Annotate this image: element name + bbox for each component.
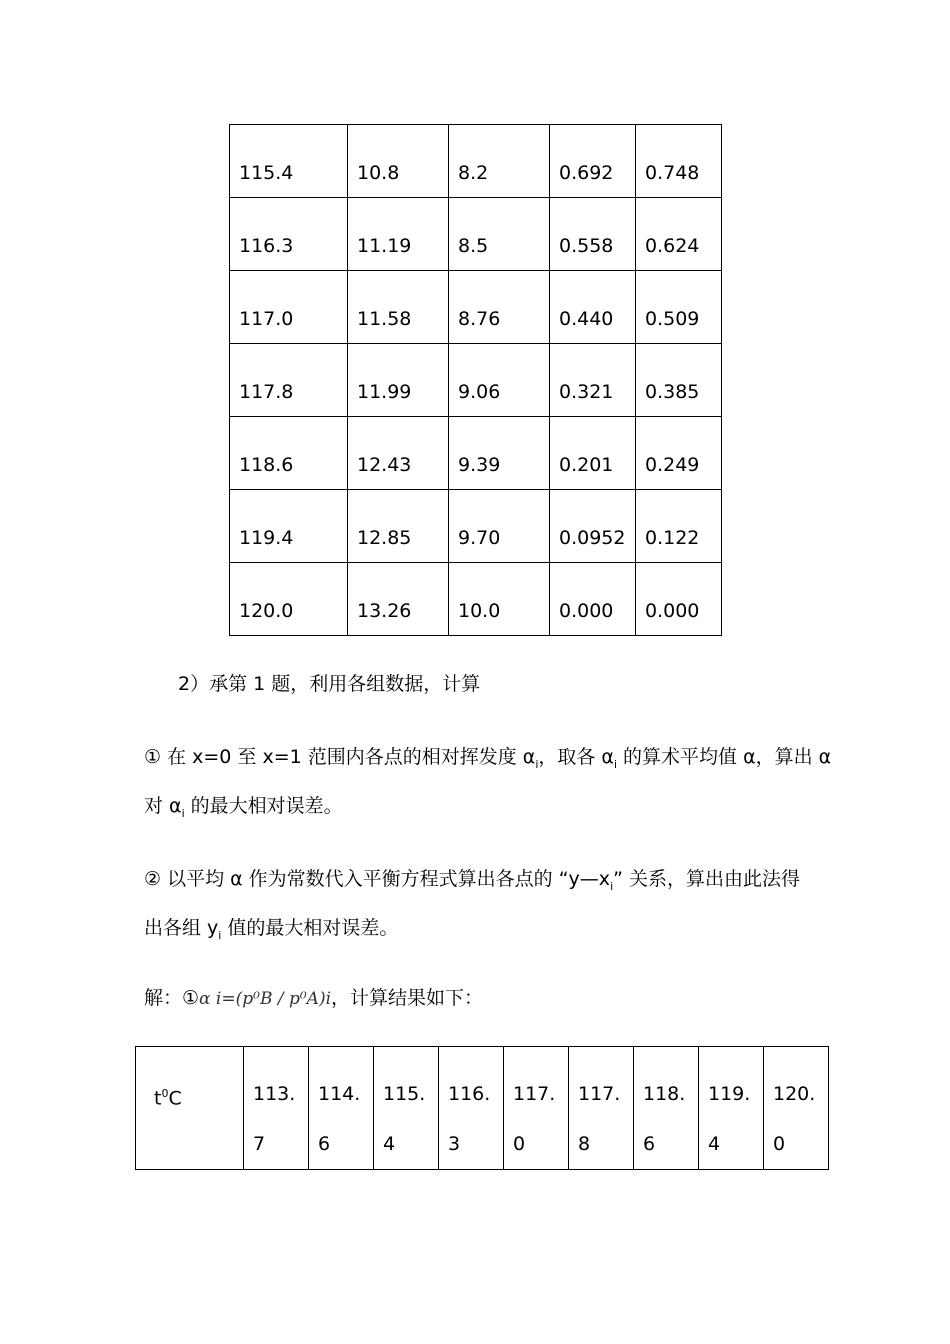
cell-value: 0.0952 [559,527,626,549]
table-cell [230,490,348,563]
cell-value: 0.509 [645,308,700,330]
cell-value: 11.58 [357,308,412,330]
item1-text-e: 的最大相对误差。 [184,795,343,817]
table-cell [636,344,722,417]
temperature-value: 120. 0 [773,1083,816,1155]
table-cell [550,198,636,271]
table-cell [230,417,348,490]
question-item-1-line-2 [144,791,343,829]
table-cell [550,271,636,344]
cell-value: 118.6 [239,454,294,476]
temperature-value: 113. 7 [253,1083,296,1155]
item1-text-c: 的算术平均值 α，算出 α [617,746,832,768]
temperature-cell [374,1047,439,1170]
cell-value: 12.43 [357,454,412,476]
table-row [230,198,722,271]
temperature-value: 115. 4 [383,1083,426,1155]
table-cell [348,490,449,563]
table-cell [449,271,550,344]
table-cell [348,563,449,636]
question-heading: 2）承第 1 题，利用各组数据，计算 [178,673,481,695]
temperature-value: 119. 4 [708,1083,751,1155]
cell-value: 9.70 [458,527,501,549]
temperature-value: 116. 3 [448,1083,491,1155]
cell-value: 0.201 [559,454,614,476]
table-cell [636,271,722,344]
cell-value: 117.8 [239,381,294,403]
cell-value: 0.000 [559,600,614,622]
solution-line [144,983,483,1014]
cell-value: 0.624 [645,235,700,257]
data-table-bottom [135,1046,829,1170]
cell-value: 0.122 [645,527,700,549]
table-header-cell [136,1047,244,1170]
table-row [230,271,722,344]
subscript-i: i [181,806,185,820]
item2-text-b: ” 关系，算出由此法得 [613,868,801,890]
cell-value: 9.39 [458,454,501,476]
table-cell [348,198,449,271]
data-table-top [229,124,722,636]
table-cell [550,490,636,563]
subscript-i: i [535,757,539,771]
temperature-cell [244,1047,309,1170]
cell-value: 0.558 [559,235,614,257]
table-cell [348,417,449,490]
cell-value: 10.0 [458,600,501,622]
table-cell [550,125,636,198]
solution-label: 解：① [144,987,200,1009]
table-cell [230,198,348,271]
temperature-cell [699,1047,764,1170]
table-cell [550,563,636,636]
table-row [230,344,722,417]
temperature-value: 117. 0 [513,1083,556,1155]
temperature-cell [309,1047,374,1170]
table-row [136,1047,829,1170]
table-cell [636,490,722,563]
table-cell [348,344,449,417]
table-cell [636,125,722,198]
table-cell [449,417,550,490]
table-cell [550,417,636,490]
temperature-cell [634,1047,699,1170]
subscript-i: i [610,879,614,893]
table-cell [449,198,550,271]
cell-value: 13.26 [357,600,412,622]
cell-value: 120.0 [239,600,294,622]
item1-text-a: ① 在 x=0 至 x=1 范围内各点的相对挥发度 α [144,746,536,768]
temperature-value: 118. 6 [643,1083,686,1155]
cell-value: 116.3 [239,235,294,257]
table-cell [230,344,348,417]
cell-value: 0.440 [559,308,614,330]
table-row [230,563,722,636]
table-row [230,417,722,490]
cell-value: 10.8 [357,162,400,184]
table-cell [449,490,550,563]
table-cell [636,563,722,636]
question-item-2-line-2 [144,913,398,951]
cell-value: 115.4 [239,162,294,184]
cell-value: 11.99 [357,381,412,403]
cell-value: 0.748 [645,162,700,184]
cell-value: 9.06 [458,381,501,403]
question-item-2-line-1 [144,864,800,902]
cell-value: 0.692 [559,162,614,184]
table-cell [550,344,636,417]
temperature-cell [569,1047,634,1170]
question-item-1-line-1 [144,742,831,780]
item1-text-b: ，取各 α [538,746,614,768]
cell-value: 117.0 [239,308,294,330]
table-cell [348,125,449,198]
item2-text-a: ② 以平均 α 作为常数代入平衡方程式算出各点的 “y—x [144,868,611,890]
temperature-cell [439,1047,504,1170]
temperature-cell [504,1047,569,1170]
subscript-i: i [613,757,618,771]
item2-text-d: 值的最大相对误差。 [221,917,399,939]
cell-value: 0.321 [559,381,614,403]
temperature-value: 117. 8 [578,1083,621,1155]
item2-text-c: 出各组 y [144,917,219,939]
temperature-label: t [154,1087,162,1110]
table-cell [348,271,449,344]
cell-value: 0.249 [645,454,700,476]
temperature-unit: C [168,1087,182,1110]
cell-value: 0.000 [645,600,700,622]
temperature-cell [764,1047,829,1170]
table-row [230,490,722,563]
solution-text: ，计算结果如下： [331,987,484,1009]
table-cell [636,417,722,490]
item1-text-d: 对 α [144,795,182,817]
table-cell [230,563,348,636]
table-cell [230,271,348,344]
solution-formula: α i=(p⁰B / p⁰A)i [199,989,332,1009]
table-cell [449,125,550,198]
cell-value: 8.76 [458,308,501,330]
cell-value: 12.85 [357,527,412,549]
table-cell [449,563,550,636]
subscript-i: i [218,928,222,942]
temperature-superscript: 0 [161,1087,169,1100]
temperature-value: 114. 6 [318,1083,361,1155]
table-cell [636,198,722,271]
cell-value: 119.4 [239,527,294,549]
table-cell [230,125,348,198]
cell-value: 11.19 [357,235,412,257]
table-cell [449,344,550,417]
cell-value: 8.2 [458,162,489,184]
cell-value: 0.385 [645,381,700,403]
table-row [230,125,722,198]
cell-value: 8.5 [458,235,489,257]
